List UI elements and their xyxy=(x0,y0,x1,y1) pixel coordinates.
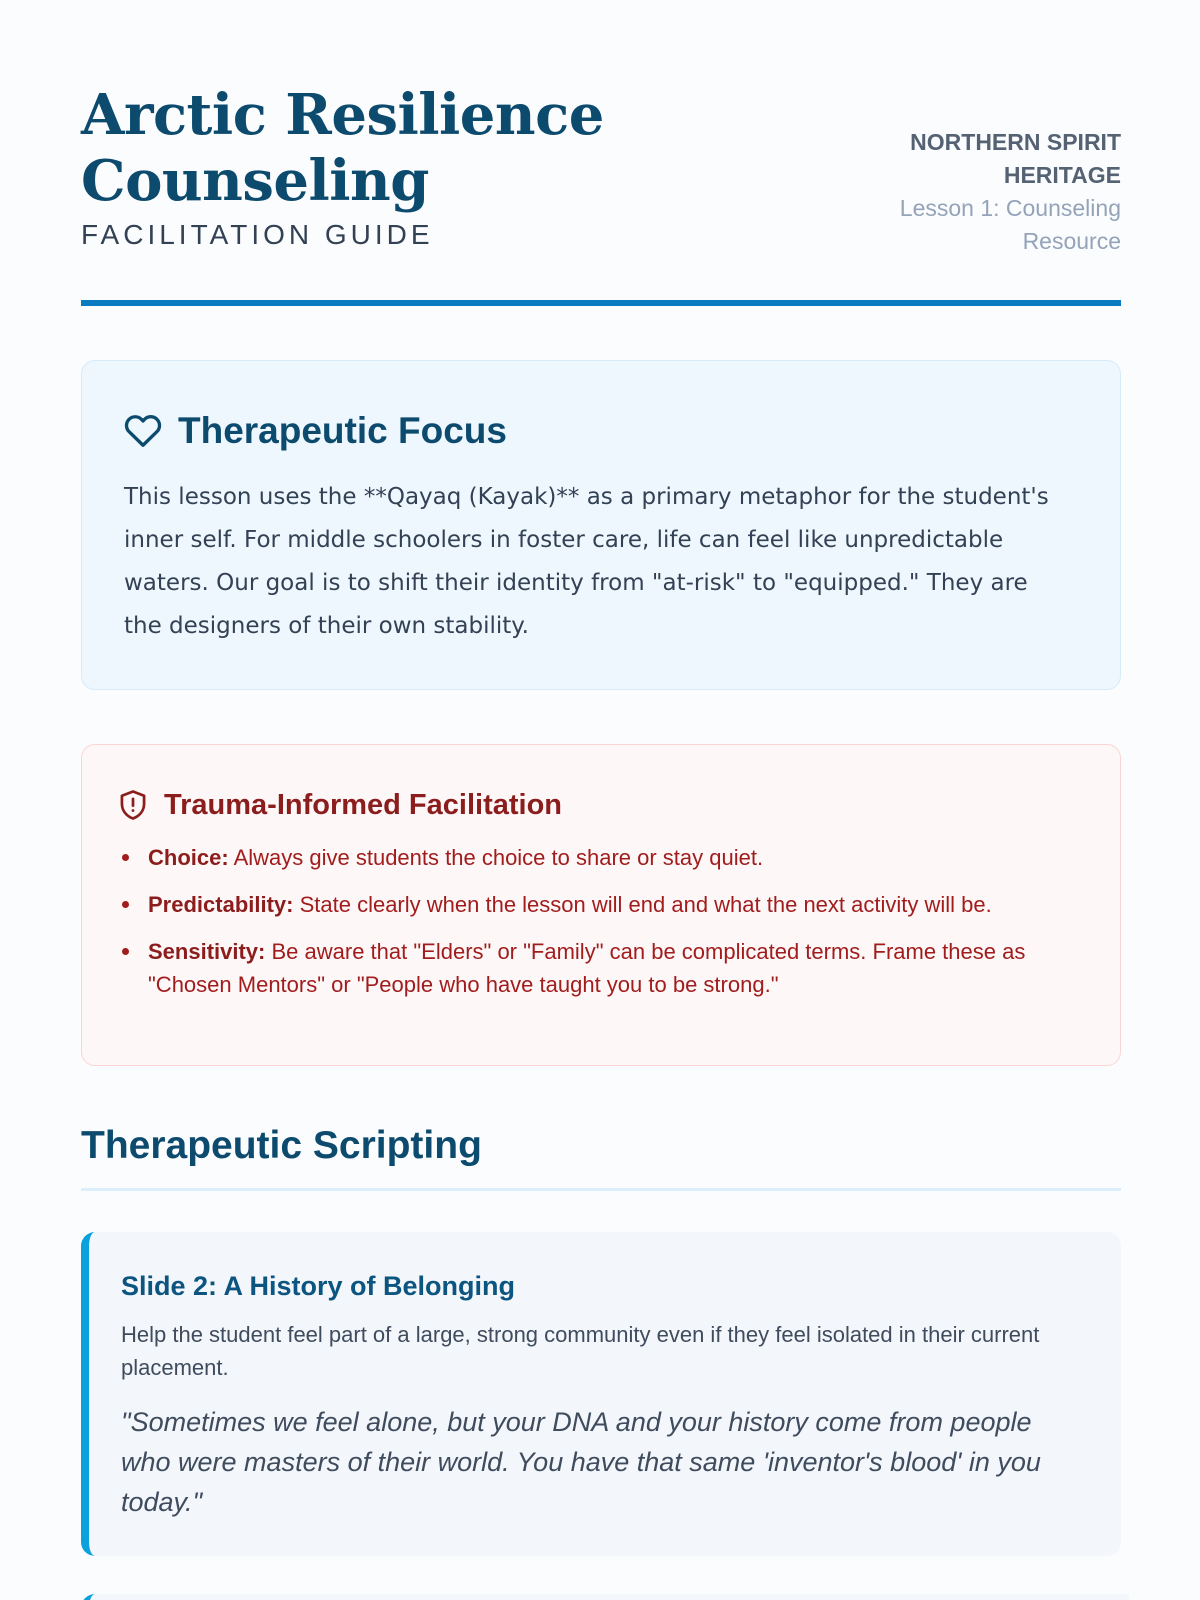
guideline-text: Always give students the choice to share or stay quiet. xyxy=(228,845,764,870)
trauma-informed-card xyxy=(81,744,1121,1066)
section-divider xyxy=(81,1188,1121,1191)
list-item xyxy=(118,841,1078,874)
slide-quote: "Sometimes we feel alone, but your DNA and your history come from people who were masters of their world. You have that same 'inventor's blood' in you today." xyxy=(121,1407,1041,1517)
guideline-text: State clearly when the lesson will end and what the next activity will be. xyxy=(293,892,992,917)
list-item xyxy=(118,888,1078,921)
trauma-title: Trauma-Informed Facilitation xyxy=(164,788,562,821)
document-subtitle: FACILITATION GUIDE xyxy=(81,219,434,250)
guideline-term: Choice: xyxy=(148,845,229,870)
trauma-guidelines-list xyxy=(118,841,1078,1015)
scripting-section-title: Therapeutic Scripting xyxy=(81,1124,482,1167)
header-meta xyxy=(861,126,1121,258)
focus-title: Therapeutic Focus xyxy=(178,410,507,451)
document-title: Arctic Resilience Counseling xyxy=(81,82,604,214)
guideline-text: Be aware that "Elders" or "Family" can be complicated terms. Frame these as "Chosen Mentors" or "People who have taught you to be strong." xyxy=(148,939,1026,997)
bullet-icon xyxy=(122,854,129,861)
guideline-term: Predictability: xyxy=(148,892,294,917)
bullet-icon xyxy=(122,948,129,955)
lesson-label: Lesson 1: Counseling Resource xyxy=(899,195,1121,254)
shield-alert-icon xyxy=(118,789,148,821)
slide-title: Slide 2: A History of Belonging xyxy=(121,1271,516,1301)
organization-name: NORTHERN SPIRIT HERITAGE xyxy=(910,129,1121,188)
facilitation-guide-page xyxy=(81,0,1121,1600)
focus-body: This lesson uses the **Qayaq (Kayak)** as a primary metaphor for the student's inner self. For middle schoolers in foster care, life can feel like unpredictable waters. Our goal is to shift their identity from "at-risk" to "equipped." They are the designers of their own stability. xyxy=(124,484,1049,639)
focus-heading xyxy=(124,405,507,457)
therapeutic-focus-card xyxy=(81,360,1121,690)
list-item xyxy=(118,935,1078,1001)
trauma-heading xyxy=(118,785,562,825)
document-header xyxy=(81,82,1121,302)
slide-script-card xyxy=(81,1232,1121,1556)
header-divider xyxy=(81,300,1121,306)
next-slide-card xyxy=(81,1594,1129,1600)
slide-description: Help the student feel part of a large, strong community even if they feel isolated in their current placement. xyxy=(121,1322,1040,1380)
guideline-term: Sensitivity: xyxy=(148,939,266,964)
bullet-icon xyxy=(122,901,129,908)
heart-icon xyxy=(124,412,162,450)
